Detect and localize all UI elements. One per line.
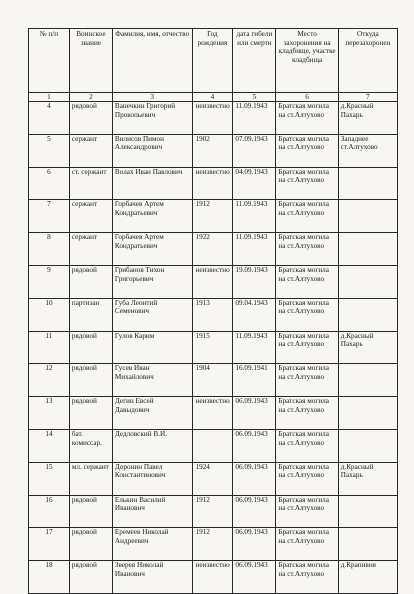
table-row [29,134,398,167]
cell-full-name: Горбачев Артем Кондратьевич [112,200,192,233]
cell-birth-year: неизвестно [192,265,233,298]
cell-burial-place: Братская могила на ст.Алтухово [276,528,338,561]
cell-number: 18 [29,561,70,594]
cell-full-name: Грибанов Тихон Григорьевич [112,265,192,298]
cell-reburied-from [338,200,397,233]
cell-number: 17 [29,528,70,561]
cell-birth-year: неизвестно [192,561,233,594]
cell-death-date: 16.09.1941 [233,364,276,397]
column-number: 3 [112,93,192,102]
cell-reburied-from [338,298,397,331]
cell-birth-year: 1912 [192,200,233,233]
cell-death-date: 11.09.1943 [233,200,276,233]
cell-full-name: Волах Иван Павлович [112,167,192,200]
cell-burial-place: Братская могила на ст.Алтухово [276,298,338,331]
cell-birth-year: 1924 [192,462,233,495]
column-number: 6 [276,93,338,102]
column-number: 7 [338,93,397,102]
cell-death-date: 19.09.1943 [233,265,276,298]
cell-reburied-from: Западнее ст.Алтухово [338,134,397,167]
cell-full-name: Елькин Василий Иванович [112,495,192,528]
cell-full-name: Доронин Павел Константинович [112,462,192,495]
cell-full-name: Еремеев Николай Андреевич [112,528,192,561]
column-number: 5 [233,93,276,102]
cell-reburied-from [338,265,397,298]
cell-rank: мл. сержант [69,462,112,495]
cell-rank: рядовой [69,331,112,364]
cell-number: 6 [29,167,70,200]
cell-reburied-from [338,528,397,561]
table-row [29,462,398,495]
table-row [29,233,398,266]
table-row [29,102,398,135]
cell-burial-place: Братская могила на ст.Алтухово [276,134,338,167]
table-row [29,331,398,364]
cell-birth-year: неизвестно [192,167,233,200]
cell-birth-year: неизвестно [192,102,233,135]
cell-death-date: 09.04.1943 [233,298,276,331]
burial-register-table [28,28,398,594]
cell-number: 10 [29,298,70,331]
cell-burial-place: Братская могила на ст.Алтухово [276,462,338,495]
table-row [29,364,398,397]
cell-full-name: Горбачев Артем Кондратьевич [112,233,192,266]
cell-number: 9 [29,265,70,298]
document-sheet [28,28,398,594]
table-body [29,102,398,594]
cell-rank: сержант [69,200,112,233]
cell-rank: партизан [69,298,112,331]
table-row [29,397,398,430]
cell-rank: рядовой [69,397,112,430]
cell-full-name: Ванечкин Григорий Прокопьевич [112,102,192,135]
cell-birth-year: 1915 [192,331,233,364]
cell-full-name: Дегин Евсей Давыдович [112,397,192,430]
cell-reburied-from: д.Крапивня [338,561,397,594]
cell-number: 16 [29,495,70,528]
cell-number: 4 [29,102,70,135]
header-birth-year: Год рождения [192,29,233,93]
cell-burial-place: Братская могила на ст.Алтухово [276,102,338,135]
cell-rank: ст. сержант [69,167,112,200]
cell-death-date: 11.09.1943 [233,331,276,364]
cell-birth-year: 1912 [192,528,233,561]
header-full-name: Фамилия, имя, отчество [112,29,192,93]
cell-death-date: 07.09.1943 [233,134,276,167]
table-row [29,561,398,594]
cell-birth-year: 1904 [192,364,233,397]
header-row [29,29,398,93]
cell-reburied-from [338,233,397,266]
cell-full-name: Вилисов Пимон Александрович [112,134,192,167]
cell-full-name: Гулов Карим [112,331,192,364]
cell-burial-place: Братская могила на ст.Алтухово [276,429,338,462]
cell-burial-place: Братская могила на ст.Алтухово [276,233,338,266]
table-row [29,265,398,298]
header-death-date: дата гибели или смерти [233,29,276,93]
cell-rank: рядовой [69,495,112,528]
cell-burial-place: Братская могила на ст.Алтухово [276,331,338,364]
cell-full-name: Губа Леонтий Семенович [112,298,192,331]
cell-reburied-from: д.Красный Пахарь [338,102,397,135]
cell-number: 13 [29,397,70,430]
cell-burial-place: Братская могила на ст.Алтухово [276,495,338,528]
cell-birth-year: 1902 [192,134,233,167]
table-row [29,298,398,331]
table-row [29,528,398,561]
cell-number: 12 [29,364,70,397]
cell-reburied-from: д.Красный Пахарь [338,331,397,364]
cell-reburied-from [338,495,397,528]
cell-rank: бат. комиссар. [69,429,112,462]
cell-birth-year [192,429,233,462]
cell-death-date: 11.09.1943 [233,233,276,266]
cell-burial-place: Братская могила на ст.Алтухово [276,167,338,200]
header-rank: Воинское звание [69,29,112,93]
table-row [29,495,398,528]
cell-burial-place: Братская могила на ст.Алтухово [276,364,338,397]
cell-full-name: Дедловский В.И. [112,429,192,462]
cell-rank: рядовой [69,364,112,397]
table-row [29,167,398,200]
cell-burial-place: Братская могила на ст.Алтухово [276,397,338,430]
cell-death-date: 06.09.1943 [233,397,276,430]
cell-birth-year: 1912 [192,495,233,528]
cell-rank: рядовой [69,561,112,594]
cell-death-date: 06.09.1943 [233,528,276,561]
cell-number: 8 [29,233,70,266]
cell-death-date: 04.09.1943 [233,167,276,200]
cell-rank: рядовой [69,528,112,561]
cell-burial-place: Братская могила на ст.Алтухово [276,561,338,594]
cell-birth-year: неизвестно [192,397,233,430]
cell-death-date: 06.09.1943 [233,495,276,528]
cell-rank: рядовой [69,102,112,135]
cell-reburied-from: д.Красный Пахарь [338,462,397,495]
cell-number: 7 [29,200,70,233]
cell-reburied-from [338,167,397,200]
cell-burial-place: Братская могила на ст.Алтухово [276,265,338,298]
cell-number: 5 [29,134,70,167]
cell-birth-year: 1913 [192,298,233,331]
column-number: 2 [69,93,112,102]
cell-burial-place: Братская могила на ст.Алтухово [276,200,338,233]
cell-number: 15 [29,462,70,495]
cell-rank: сержант [69,233,112,266]
column-number-row [29,93,398,102]
header-burial-place: Место захоронения на кладбище, участке кладбища [276,29,338,93]
cell-rank: рядовой [69,265,112,298]
cell-rank: сержант [69,134,112,167]
cell-reburied-from [338,397,397,430]
column-number: 4 [192,93,233,102]
cell-reburied-from [338,429,397,462]
cell-number: 11 [29,331,70,364]
cell-full-name: Гусев Иван Михайлович [112,364,192,397]
cell-birth-year: 1922 [192,233,233,266]
cell-death-date: 06.09.1943 [233,561,276,594]
table-row [29,429,398,462]
cell-number: 14 [29,429,70,462]
header-reburied-from: Откуда перезахоронен [338,29,397,93]
cell-death-date: 06.09.1943 [233,429,276,462]
cell-death-date: 06.09.1943 [233,462,276,495]
cell-reburied-from [338,364,397,397]
table-row [29,200,398,233]
cell-death-date: 11.09.1943 [233,102,276,135]
column-number: 1 [29,93,70,102]
cell-full-name: Зверев Николай Иванович [112,561,192,594]
header-number: № п/п [29,29,70,93]
